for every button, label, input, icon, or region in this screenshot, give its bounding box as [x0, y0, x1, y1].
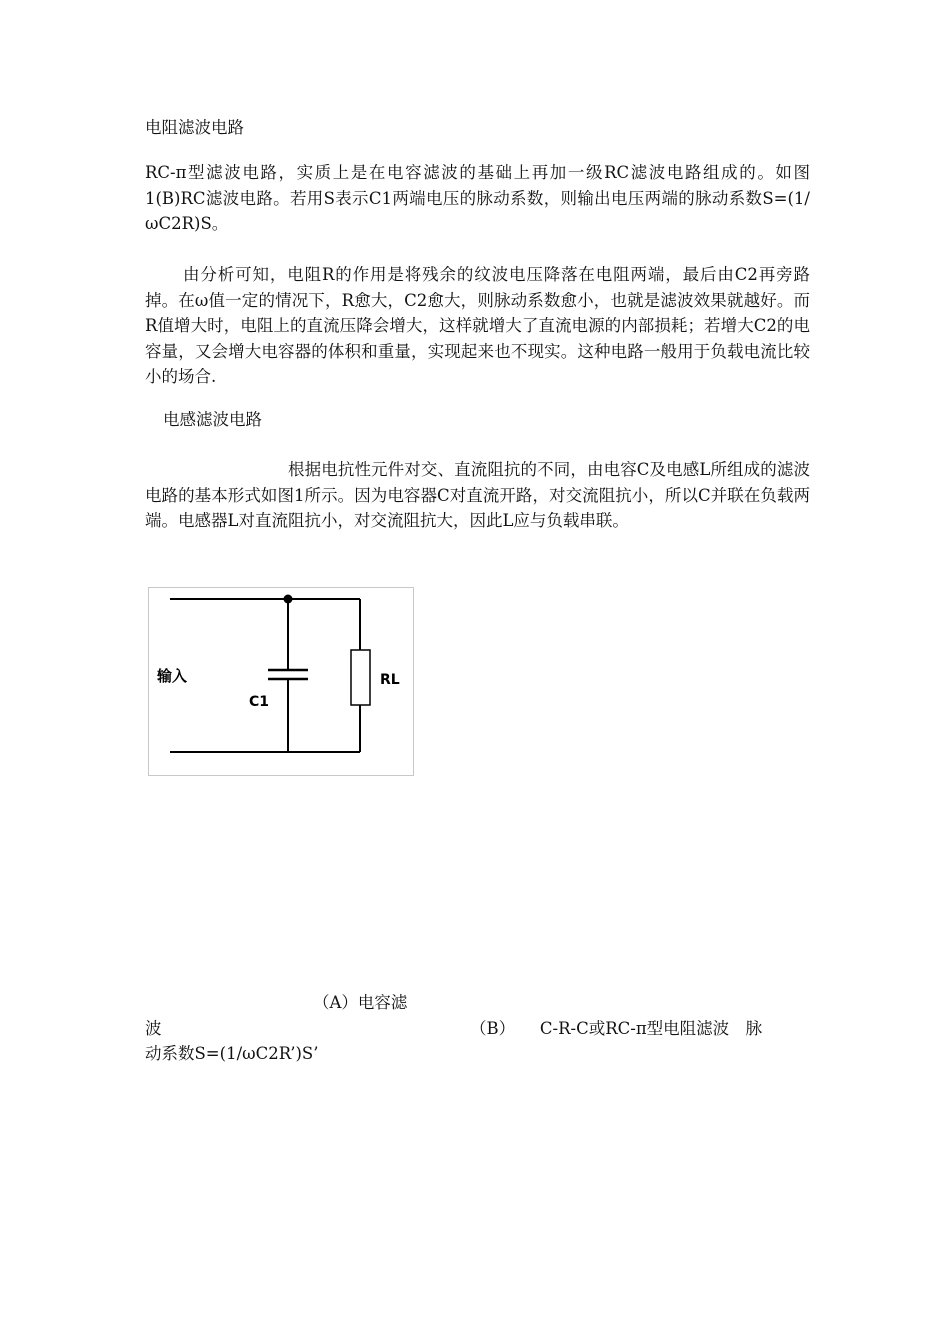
resistor-label: RL: [380, 672, 400, 688]
circuit-diagram: [148, 587, 414, 776]
section-heading-resistor-filter: 电阻滤波电路: [145, 118, 244, 137]
section-heading-inductor-filter: 电感滤波电路: [163, 410, 262, 429]
caption-b-continued: 动系数S=(1/ωC2R’)S’: [145, 1044, 319, 1063]
paragraph-rc-pi-filter: RC-π型滤波电路，实质上是在电容滤波的基础上再加一级RC滤波电路组成的。如图1(B)RC滤波电路。若用S表示C1两端电压的脉动系数，则输出电压两端的脉动系数S=(1/ωC2R)S。: [145, 163, 810, 233]
caption-a-continued: 波: [145, 1019, 162, 1038]
paragraph-lc-filter: 根据电抗性元件对交、直流阻抗的不同，由电容C及电感L所组成的滤波电路的基本形式如图1所示。因为电容器C对直流开路，对交流阻抗小，所以C并联在负载两端。电感器L对直流阻抗小，对交流阻抗大，因此L应与负载串联。: [145, 460, 810, 530]
caption-b: （B） C-R-C或RC-π型电阻滤波 脉: [470, 1019, 763, 1038]
capacitor-label: C1: [249, 694, 270, 710]
caption-a: （A）电容滤: [313, 993, 408, 1012]
resistor-body: [351, 650, 370, 705]
figure-frame: [149, 588, 414, 776]
input-label: 输入: [157, 667, 188, 685]
paragraph-analysis: 由分析可知，电阻R的作用是将残余的纹波电压降落在电阻两端，最后由C2再旁路掉。在ω值一定的情况下，R愈大，C2愈大，则脉动系数愈小，也就是滤波效果就越好。而R值增大时，电阻上的直流压降会增大，这样就增大了直流电源的内部损耗；若增大C2的电容量，又会增大电容器的体积和重量，实现起来也不现实。这种电路一般用于负载电流比较小的场合.: [145, 265, 810, 386]
